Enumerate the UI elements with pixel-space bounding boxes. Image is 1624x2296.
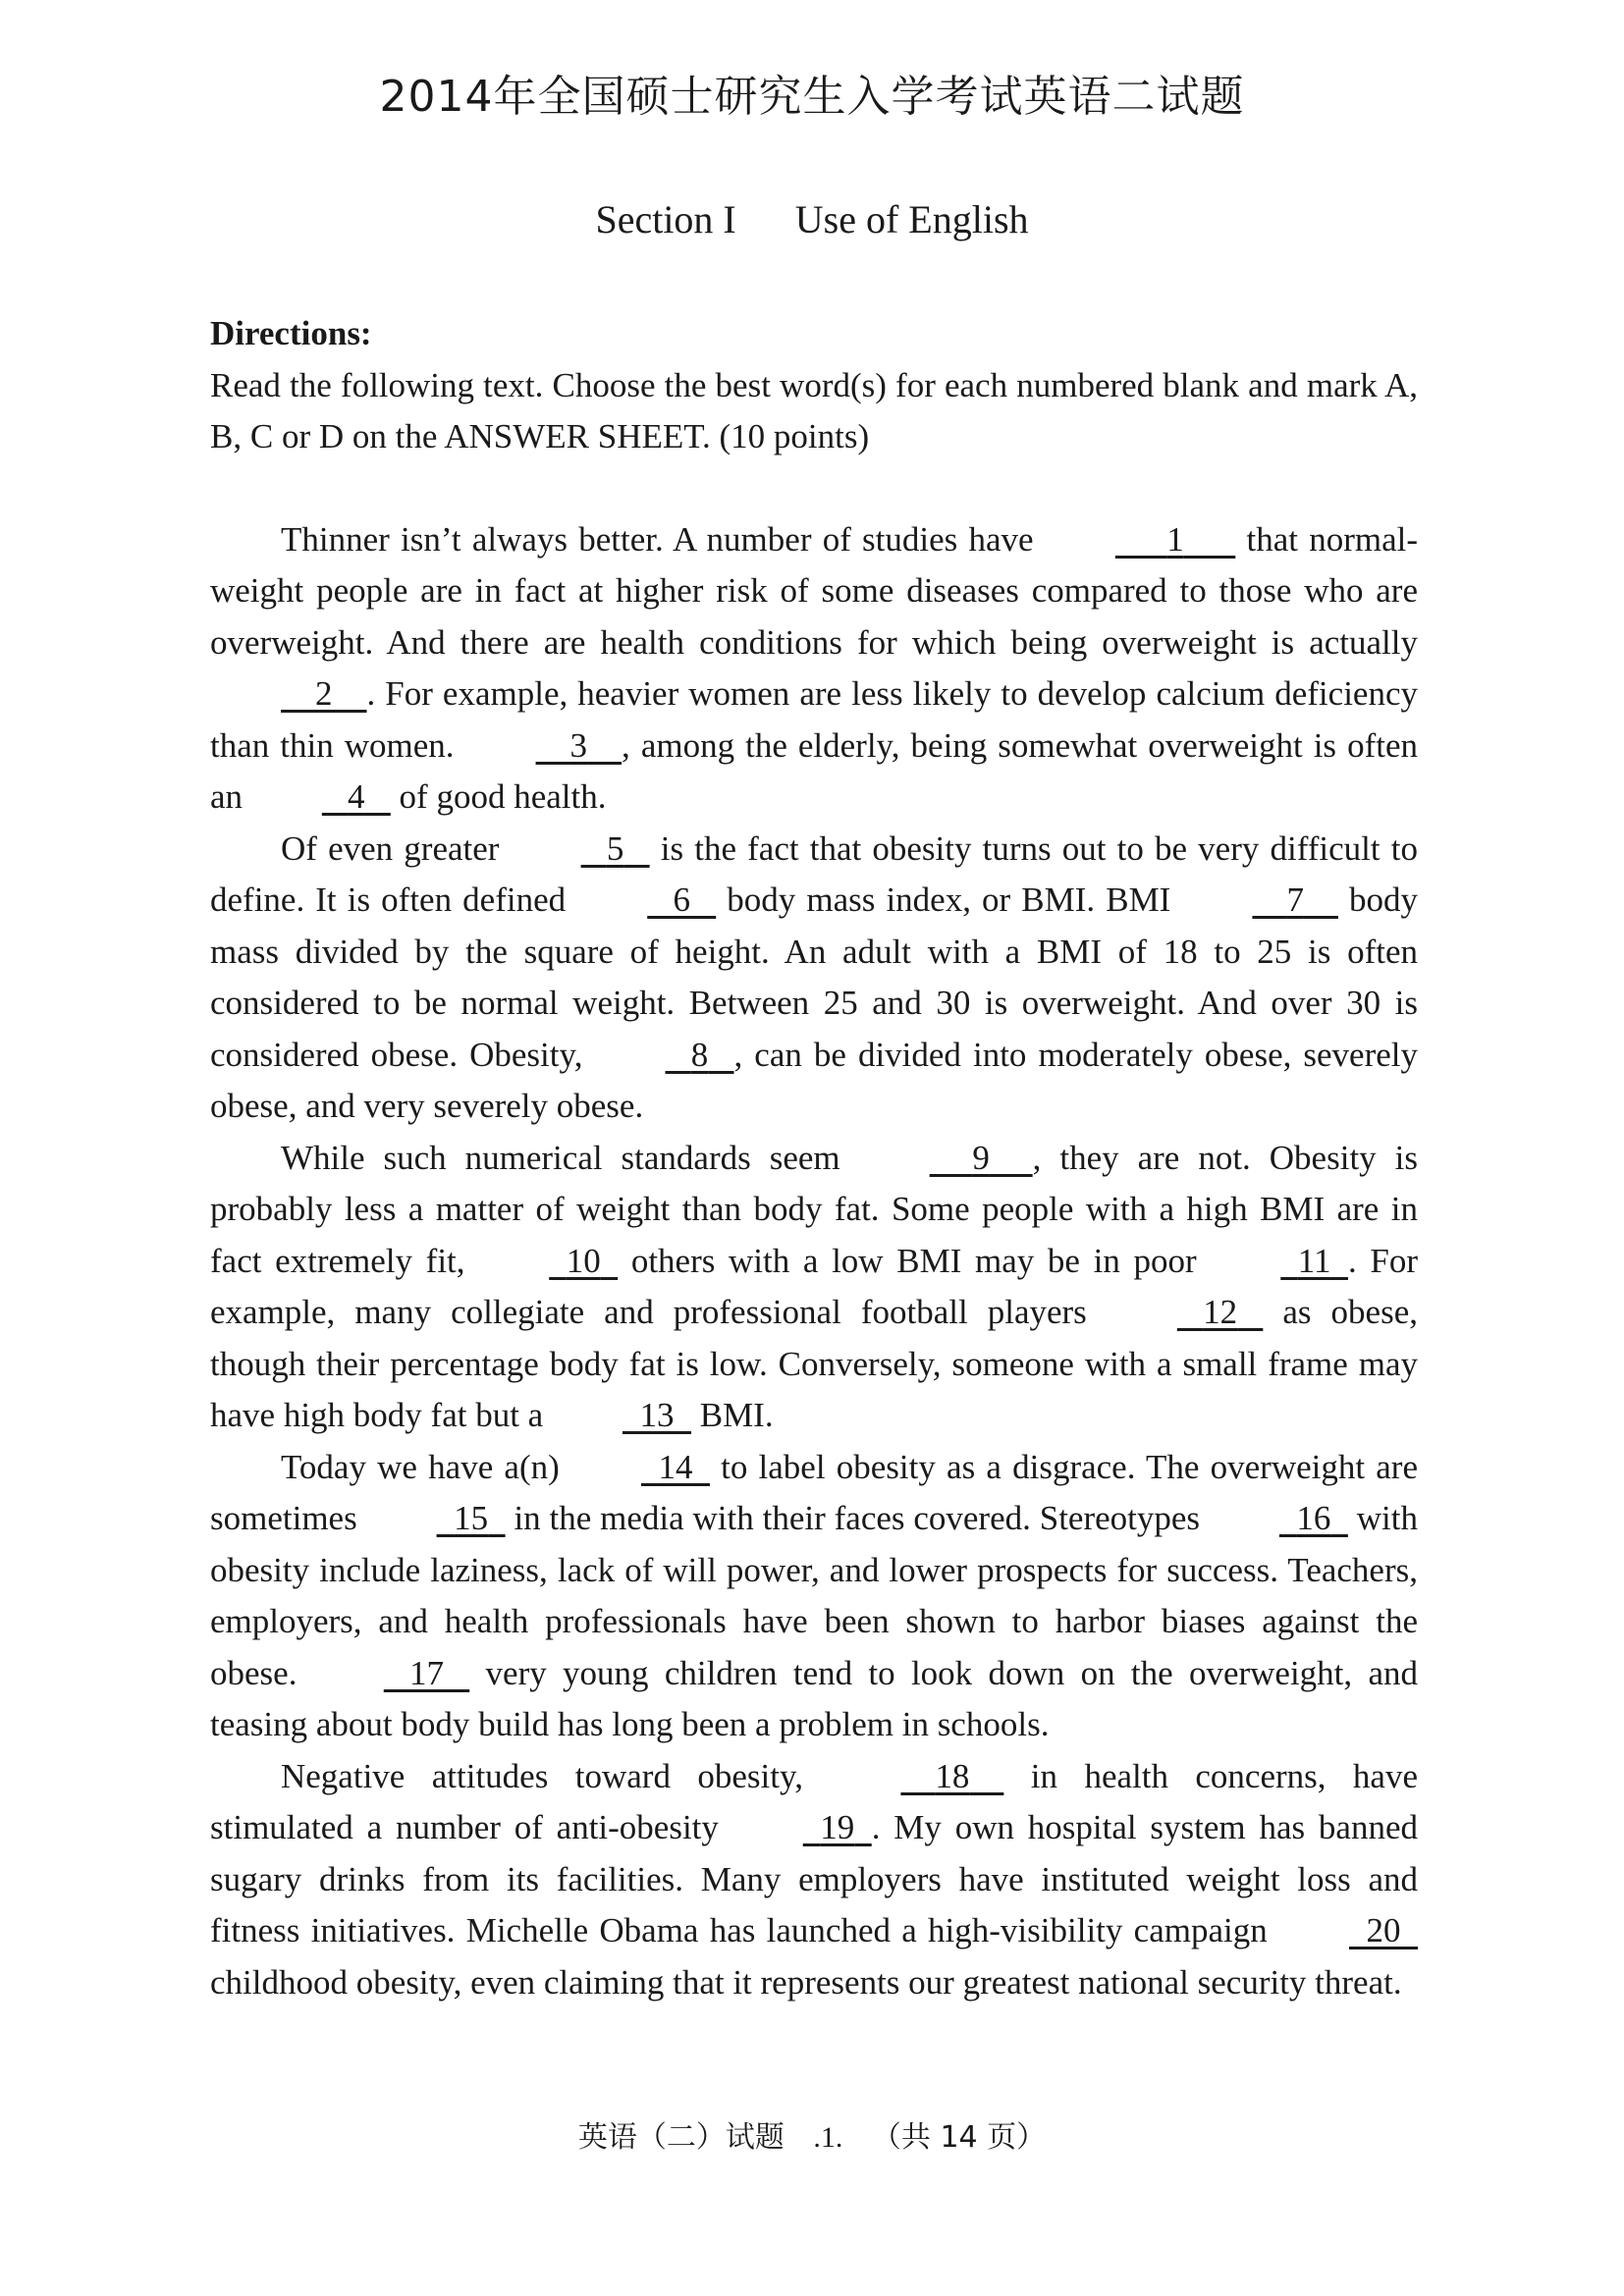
text-run: childhood obesity, even claiming that it represents our greatest national security threat.: [210, 1962, 1402, 2002]
page-content: [210, 308, 1418, 2008]
text-run: in the media with their faces covered. Stereotypes: [505, 1499, 1209, 1537]
text-run: body mass index, or BMI. BMI: [716, 881, 1182, 919]
text-run: While such numerical standards seem: [281, 1138, 859, 1177]
blank-10: 10: [566, 1241, 601, 1280]
text-run: , can be divided into moderately obese, severely obese, and very severely obese.: [210, 1035, 1418, 1125]
text-run: , they are not. Obesity is probably less a matter of weight than body fat. Some people with a high BMI are in fact extremely fit,: [210, 1138, 1418, 1280]
text-run: Of even greater: [281, 828, 511, 868]
blank-3: 3: [569, 725, 588, 765]
blank-11: 11: [1297, 1241, 1331, 1280]
footer-subject: 英语（二）试题: [577, 2120, 785, 2155]
footer-total-pages: （共 14 页）: [871, 2120, 1047, 2155]
blank-9: 9: [972, 1138, 990, 1177]
text-run: Thinner isn’t always better. A number of studies have: [281, 519, 1045, 559]
passage-paragraph-4: [210, 1442, 1418, 1751]
section-heading: [0, 196, 1624, 242]
exam-title: 2014年全国硕士研究生入学考试英语二试题: [379, 72, 1245, 122]
blank-17: 17: [409, 1653, 444, 1692]
text-run: others with a low BMI may be in poor: [618, 1241, 1211, 1280]
text-run: Today we have a(n): [281, 1447, 570, 1486]
text-run: Negative attitudes toward obesity,: [281, 1756, 831, 1795]
blank-16: 16: [1296, 1499, 1331, 1537]
passage-paragraph-5: [210, 1751, 1418, 2009]
passage-paragraph-2: [210, 824, 1418, 1133]
passage-paragraph-1: [210, 514, 1418, 824]
blank-4: 4: [348, 777, 365, 816]
blank-20: 20: [1366, 1911, 1401, 1949]
blank-19: 19: [820, 1808, 855, 1846]
passage-paragraph-3: [210, 1133, 1418, 1442]
text-run: body mass divided by the square of height. An adult with a BMI of 18 to 25 is often considered to be normal weight. Between 25 and 30 is overweight. And over 30 is considered obese. Obesity,: [210, 881, 1419, 1074]
text-run: , among the elderly, being somewhat overweight is often an: [210, 725, 1418, 816]
text-run: with obesity include laziness, lack of will power, and lower prospects for success. Teachers, employers, and health professionals have been shown to harbor biases against the obese.: [210, 1499, 1418, 1692]
blank-13: 13: [639, 1396, 675, 1434]
blank-5: 5: [606, 828, 624, 868]
text-run: is the fact that obesity turns out to be very difficult to define. It is often defined: [210, 828, 1419, 919]
directions-text: Read the following text. Choose the best word(s) for each numbered blank and mark A, B, C or D on the ANSWER SHEET. (10 points): [210, 365, 1418, 455]
text-run: of good health.: [390, 777, 607, 816]
blank-8: 8: [690, 1035, 709, 1074]
section-name: Use of English: [794, 197, 1029, 241]
blank-15: 15: [454, 1499, 489, 1537]
text-run: as obese, though their percentage body fat is low. Conversely, someone with a small frame may have high body fat but a: [210, 1293, 1418, 1434]
text-run: . For example, many collegiate and professional football players: [210, 1241, 1419, 1331]
footer-page-number: .1.: [813, 2121, 843, 2154]
cloze-passage: [210, 514, 1418, 2009]
text-run: . For example, heavier women are less likely to develop calcium deficiency than thin women.: [210, 674, 1418, 765]
blank-14: 14: [658, 1447, 693, 1486]
blank-1: 1: [1166, 519, 1184, 559]
blank-6: 6: [673, 881, 690, 919]
text-run: to label obesity as a disgrace. The overweight are sometimes: [210, 1447, 1418, 1537]
text-run: BMI.: [690, 1396, 774, 1434]
section-number: Section I: [595, 197, 736, 241]
text-run: that normal-weight people are in fact at higher risk of some diseases compared to those who are overweight. And there are health conditions for which being overweight is actually: [210, 519, 1419, 662]
blank-7: 7: [1286, 881, 1304, 919]
blank-12: 12: [1203, 1293, 1238, 1331]
blank-2: 2: [315, 674, 333, 713]
page-footer: [0, 2112, 1624, 2156]
text-run: . My own hospital system has banned sugary drinks from its facilities. Many employers have instituted weight loss and fitness initiatives. Michelle Obama has launched a high-visibility campaign: [210, 1808, 1418, 1949]
blank-18: 18: [935, 1756, 970, 1795]
text-run: in health concerns, have stimulated a number of anti-obesity: [210, 1756, 1418, 1846]
directions-heading: Directions:: [210, 314, 372, 352]
text-run: very young children tend to look down on the overweight, and teasing about body build has long been a problem in schools.: [210, 1653, 1418, 1743]
